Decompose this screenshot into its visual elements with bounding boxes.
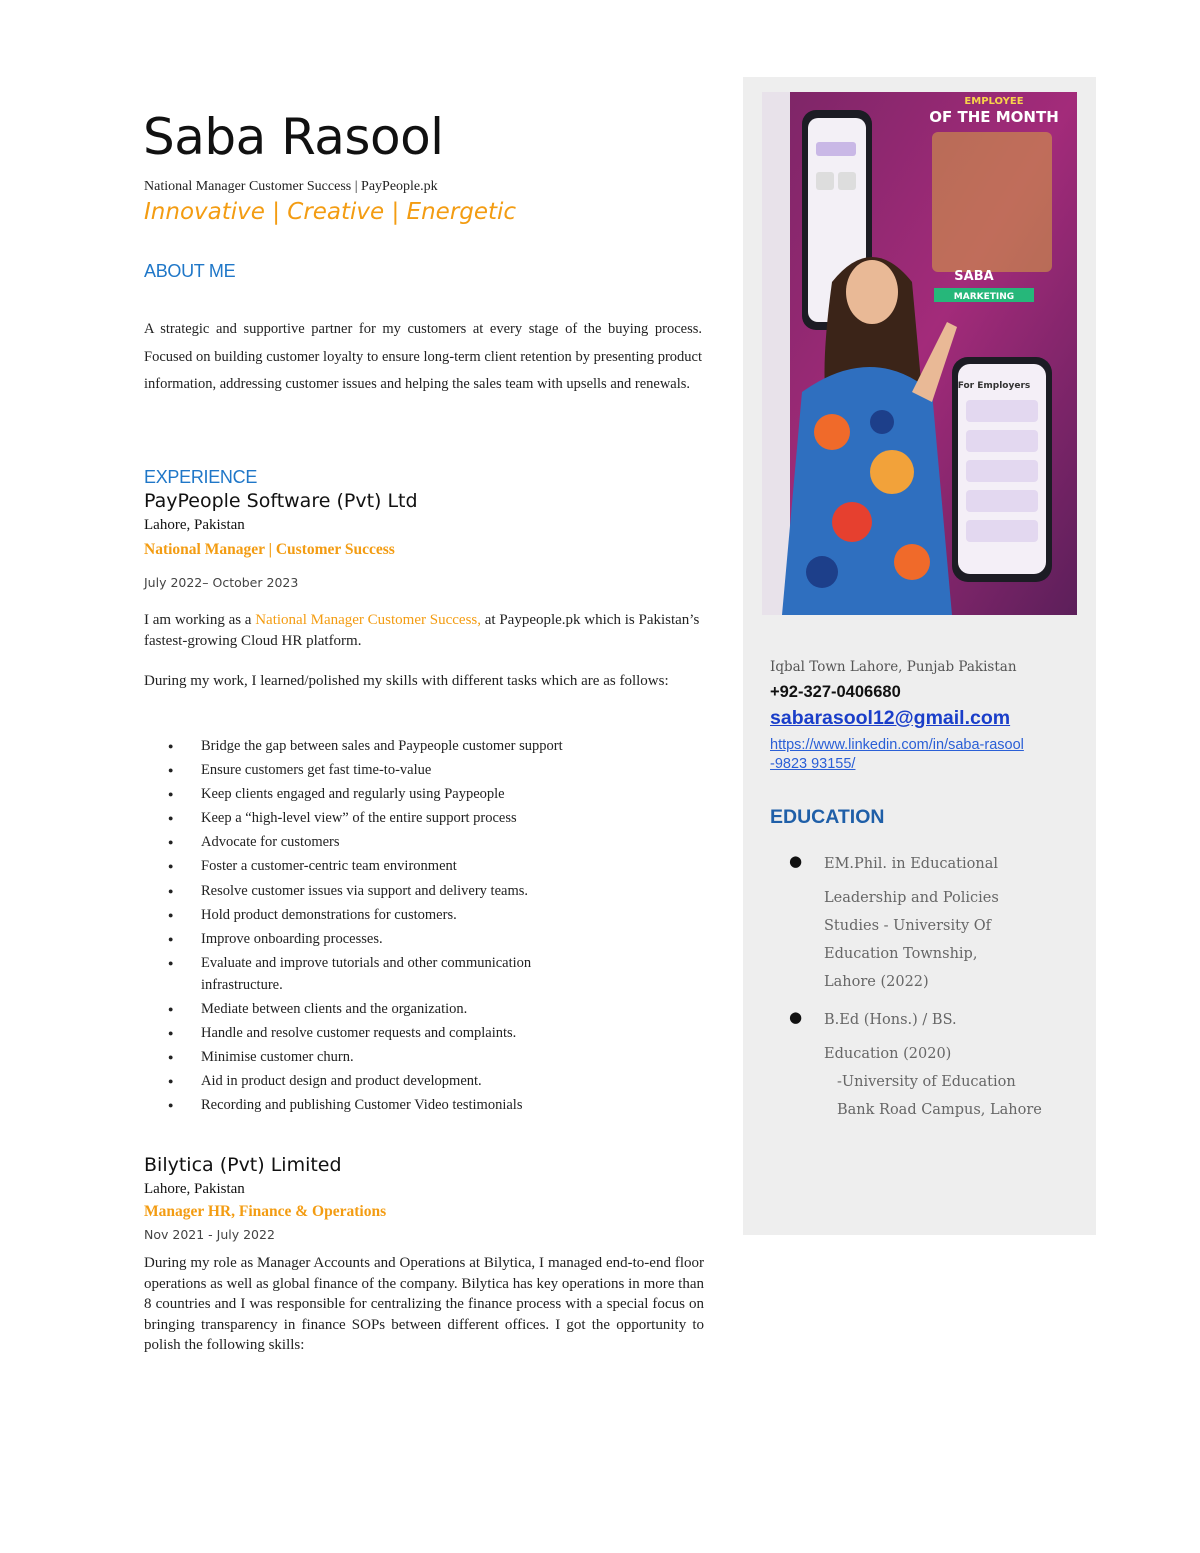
job-description: During my role as Manager Accounts and Operations at Bilytica, I managed end-to-end floor operations as well as global finance of the company. Bilytica has key operations in more than 8 countries and I was responsible for centralizing the finance process with a special focus on bringing transparency in finance SOPs between different offices. I got the opportunity to polish the following skills: <box>144 1255 704 1354</box>
duty-item: ● Resolve customer issues via support and delivery teams. <box>168 880 608 902</box>
education-line: Leadership and Policies <box>824 890 999 906</box>
duty-item: ● Recording and publishing Customer Video testimonials <box>168 1094 608 1116</box>
education-line: B.Ed (Hons.) / BS. <box>824 1012 957 1028</box>
duty-item: ● Hold product demonstrations for customers. <box>168 904 608 926</box>
education-line: Lahore (2022) <box>824 974 929 990</box>
duty-item: ● Bridge the gap between sales and Paypeople customer support <box>168 735 608 757</box>
education-line: Bank Road Campus, Lahore <box>837 1102 1042 1118</box>
job-intro-post: at Paypeople.pk which is Pakistan’s fastest-growing Cloud HR platform. <box>144 612 700 649</box>
duty-item: ● Evaluate and improve tutorials and other communication infrastructure. <box>168 952 608 996</box>
education-line: Studies - University Of <box>824 918 992 934</box>
job-intro <box>144 610 706 652</box>
job-role: Manager HR, Finance & Operations <box>144 1203 387 1220</box>
education-item-1 <box>824 850 999 996</box>
contact-address: Iqbal Town Lahore, Punjab Pakistan <box>770 659 1017 675</box>
profile-photo-illustration <box>762 92 1077 615</box>
job-dates: Nov 2021 - July 2022 <box>144 1227 275 1242</box>
linkedin-line2[interactable]: -9823 93155/ <box>770 755 856 772</box>
duty-item: ● Improve onboarding processes. <box>168 928 608 950</box>
job-dates: July 2022– October 2023 <box>144 575 299 590</box>
education-item-2 <box>824 1006 1042 1124</box>
education-line: EM.Phil. in Educational <box>824 856 998 872</box>
education-line: Education Township, <box>824 946 978 962</box>
job-location: Lahore, Pakistan <box>144 517 245 533</box>
duty-item: ● Aid in product design and product development. <box>168 1070 608 1092</box>
education-heading: EDUCATION <box>770 806 885 828</box>
duty-item: ● Foster a customer-centric team environment <box>168 855 608 877</box>
profile-photo <box>762 92 1077 615</box>
panel-title: For Employers <box>957 381 1031 391</box>
job-intro-highlight: National Manager Customer Success, <box>255 612 481 628</box>
duty-item: ● Advocate for customers <box>168 831 608 853</box>
duty-item: ● Ensure customers get fast time-to-value <box>168 759 608 781</box>
duty-item: ● Handle and resolve customer requests and complaints. <box>168 1022 608 1044</box>
badge-dept: MARKETING <box>953 292 1015 302</box>
candidate-name: Saba Rasool <box>143 108 444 166</box>
job-role: National Manager | Customer Success <box>144 541 395 558</box>
duty-item: ● Mediate between clients and the organization. <box>168 998 608 1020</box>
linkedin-link[interactable] <box>770 736 1050 773</box>
banner-line1: EMPLOYEE <box>964 96 1024 107</box>
bullet-icon: ● <box>789 1008 803 1026</box>
linkedin-line1[interactable]: https://www.linkedin.com/in/saba-rasool <box>770 737 1024 753</box>
contact-phone: +92-327-0406680 <box>770 683 901 701</box>
contact-email-link[interactable]: sabarasool12@gmail.com <box>770 707 1011 729</box>
experience-heading: EXPERIENCE <box>144 467 258 487</box>
duties-list <box>168 735 608 1118</box>
banner-line2: OF THE MONTH <box>929 108 1059 126</box>
bullet-icon: ● <box>789 852 803 870</box>
company-name: PayPeople Software (Pvt) Ltd <box>144 490 418 512</box>
duty-item: ● Minimise customer churn. <box>168 1046 608 1068</box>
job-location: Lahore, Pakistan <box>144 1181 245 1197</box>
candidate-subtitle: National Manager Customer Success | PayPeople.pk <box>144 179 438 194</box>
about-text: A strategic and supportive partner for my customers at every stage of the buying process. Focused on building customer loyalty to ensure long-term client retention by presenting product information, addressing customer issues and helping the sales team with upsells and renewals. <box>144 321 702 392</box>
candidate-tagline: Innovative | Creative | Energetic <box>144 199 517 225</box>
education-line: -University of Education <box>837 1074 1016 1090</box>
duty-item: ● Keep a “high-level view” of the entire support process <box>168 807 608 829</box>
company-name: Bilytica (Pvt) Limited <box>144 1154 342 1176</box>
job-intro-pre: I am working as a <box>144 612 256 628</box>
duty-item: ● Keep clients engaged and regularly using Paypeople <box>168 783 608 805</box>
job-skills-intro: During my work, I learned/polished my skills with different tasks which are as follows: <box>144 673 669 689</box>
education-line: Education (2020) <box>824 1046 952 1062</box>
badge-name: SABA <box>954 269 994 284</box>
about-heading: ABOUT ME <box>144 261 236 281</box>
